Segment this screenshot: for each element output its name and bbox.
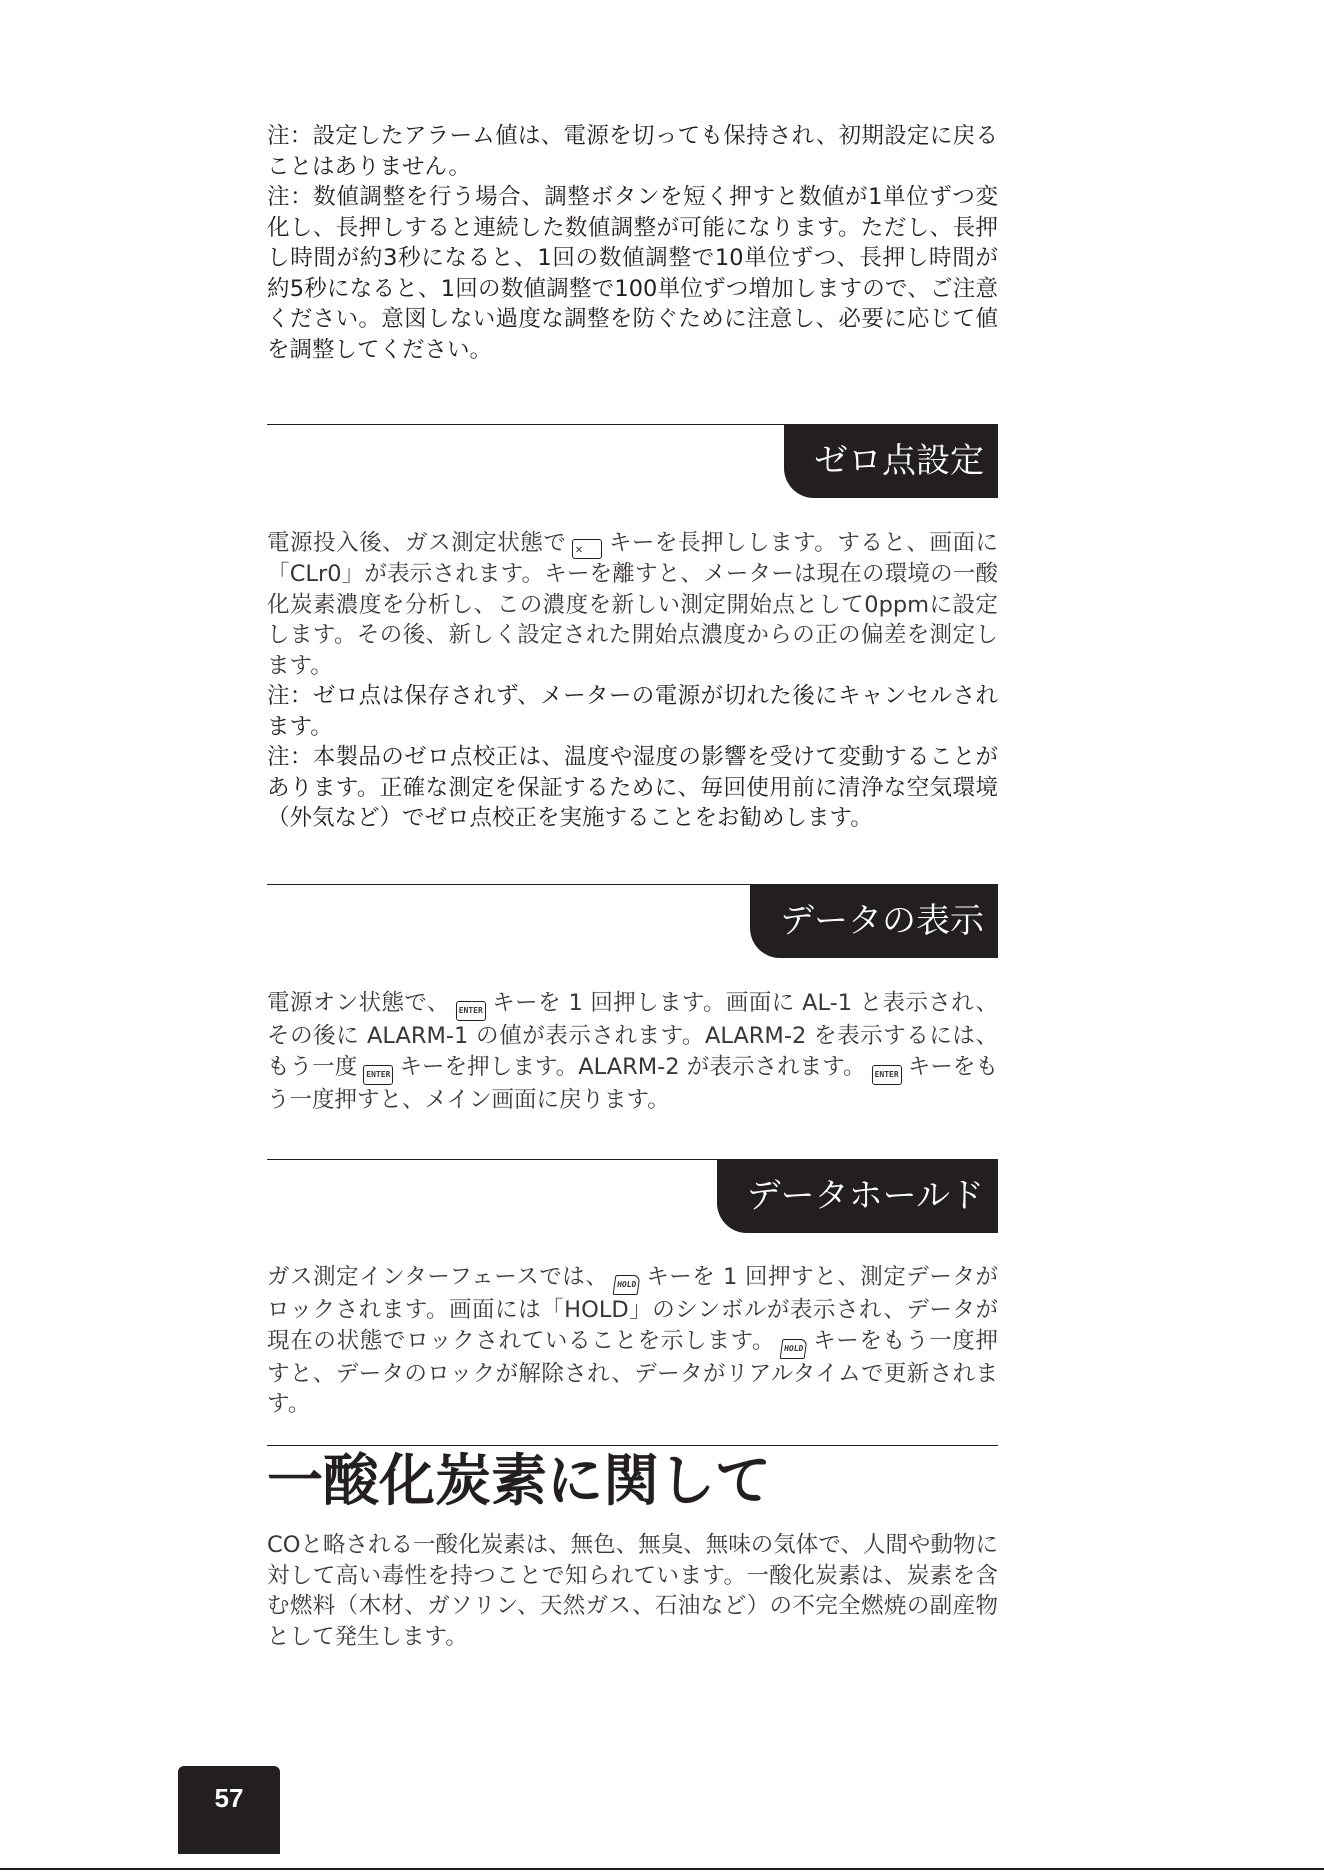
hold-paragraph — [267, 1262, 998, 1420]
co-paragraph: COと略される一酸化炭素は、無色、無臭、無味の気体で、人間や動物に対して高い毒性を持つことで知られています。一酸化炭素は、炭素を含む燃料（木材、ガソリン、天然ガス、石油など）の不完全燃焼の副産物として発生します。 — [267, 1532, 998, 1650]
enter-key-icon: ENTER — [456, 1001, 486, 1021]
zero-text-post: キーを長押しします。すると、画面に「CLr0」が表示されます。キーを離すと、メーターは現在の環境の一酸化炭素濃度を分析し、この濃度を新しい測定開始点として0ppmに設定します。その後、新しく設定された開始点濃度からの正の偏差を測定します。 — [267, 530, 998, 679]
note-adjustment: 注：数値調整を行う場合、調整ボタンを短く押すと数値が1単位ずつ変化し、長押しすると連続した数値調整が可能になります。ただし、長押し時間が約3秒になると、1回の数値調整で10単位ずつ、長押し時間が約5秒になると、1回の数値調整で100単位ずつ増加しますので、ご注意ください。意図しない過度な調整を防ぐために注意し、必要に応じて値を調整してください。 — [267, 184, 998, 363]
section-title-hold: データホールド — [717, 1159, 998, 1233]
section-header-hold — [267, 1159, 998, 1235]
co-divider — [267, 1445, 998, 1446]
display-paragraph — [267, 988, 998, 1115]
section-header-zero — [267, 424, 998, 500]
co-title: 一酸化炭素に関して — [267, 1449, 771, 1514]
page-number: 57 — [178, 1766, 280, 1854]
zero-section-body — [267, 528, 998, 834]
display-text-1: 電源オン状態で、 — [267, 990, 450, 1016]
hold-key-icon: HOLD — [613, 1275, 641, 1295]
bottom-border — [0, 1868, 1324, 1870]
display-text-3: キーを押します。ALARM-2 が表示されます。 — [399, 1053, 866, 1080]
section-title-display: データの表示 — [750, 884, 998, 958]
hold-text-3: キーをもう一度押すと、データのロックが解除され、データがリアルタイムで更新されます。 — [267, 1327, 998, 1417]
enter-key-icon: ENTER — [872, 1065, 902, 1085]
intro-notes — [267, 121, 998, 365]
display-text-2: キーを 1 回押します。画面に AL-1 と表示され、その後に ALARM-1 の値が表示されます。ALARM-2 を表示するには、もう一度 — [267, 990, 998, 1080]
display-section-body — [267, 988, 998, 1115]
section-title-zero: ゼロ点設定 — [784, 424, 998, 498]
display-text-4: キーをもう一度押すと、メイン画面に戻ります。 — [267, 1053, 998, 1113]
note-alarm-retained: 注：設定したアラーム値は、電源を切っても保持され、初期設定に戻ることはありません。 — [267, 123, 998, 180]
zero-paragraph — [267, 528, 998, 681]
hold-section-body — [267, 1262, 998, 1420]
zero-text-pre: 電源投入後、ガス測定状態で — [267, 530, 567, 556]
fan-key-icon: ✕ — [572, 539, 602, 559]
note-zero-calibration: 注：本製品のゼロ点校正は、温度や湿度の影響を受けて変動することがあります。正確な測定を保証するために、毎回使用前に清浄な空気環境（外気など）でゼロ点校正を実施することをお勧めします。 — [267, 744, 998, 831]
co-section-body — [267, 1530, 998, 1652]
section-header-display — [267, 884, 998, 960]
note-zero-not-saved: 注：ゼロ点は保存されず、メーターの電源が切れた後にキャンセルされます。 — [267, 683, 998, 740]
hold-key-icon: HOLD — [780, 1339, 808, 1359]
enter-key-icon: ENTER — [363, 1065, 393, 1085]
hold-text-2: キーを 1 回押すと、測定データがロックされます。画面には「HOLD」のシンボルが表示され、データが現在の状態でロックされていることを示します。 — [267, 1264, 999, 1354]
hold-text-1: ガス測定インターフェースでは、 — [267, 1264, 609, 1290]
